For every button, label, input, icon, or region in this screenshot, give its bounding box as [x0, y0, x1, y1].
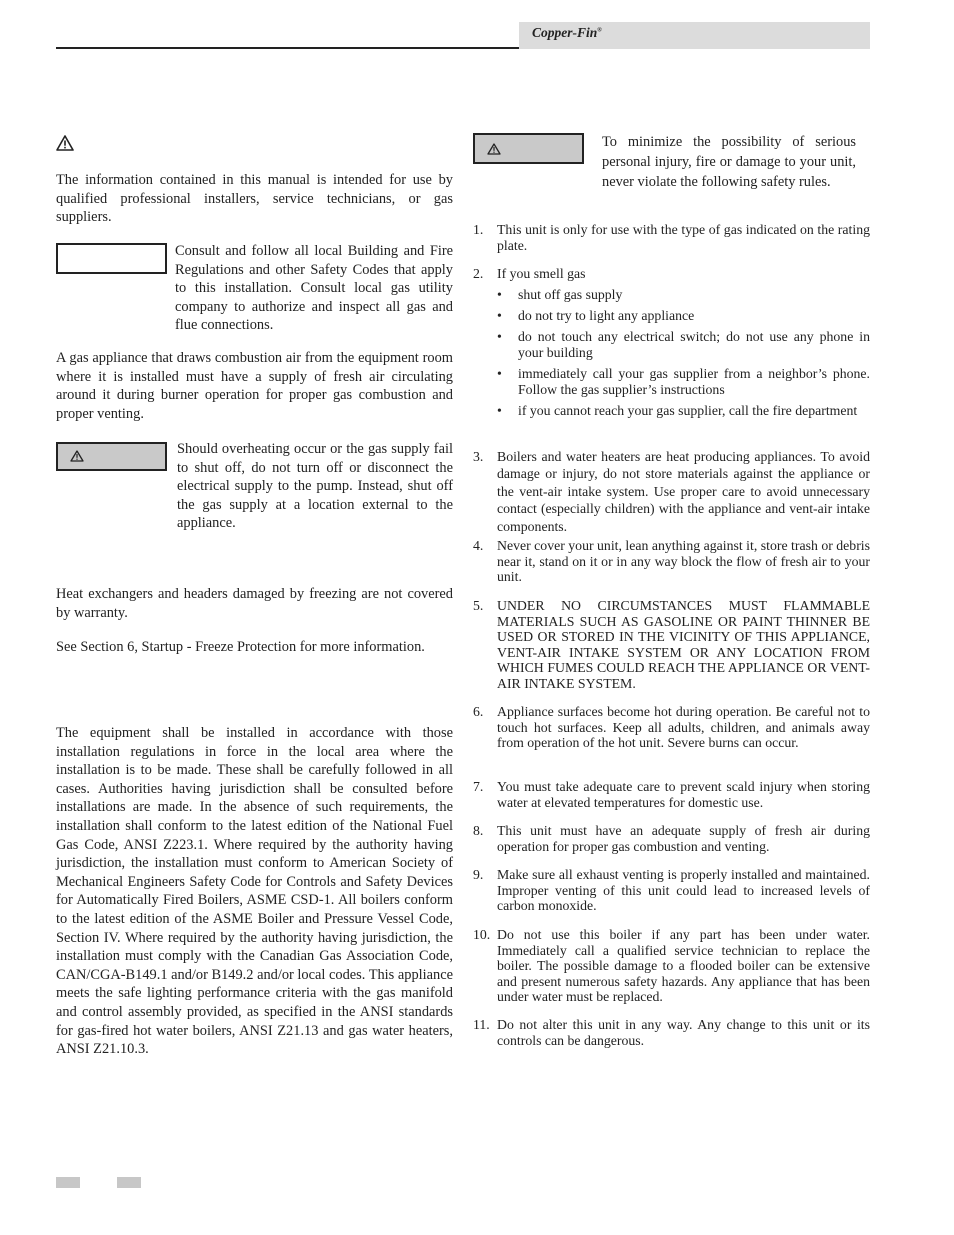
- list-item: • do not try to light any appliance: [497, 308, 695, 323]
- overheat-paragraph: Should overheating occur or the gas supply fail to shut off, do not turn off or disconnect the electrical supply to the pump. Instead, shut off the gas supply at a location external to the appliance.: [177, 441, 453, 532]
- list-item: 9. Make sure all exhaust venting is properly installed and maintained. Improper venting of this unit could lead to increased levels of carbon monoxide.: [473, 867, 870, 914]
- footer-block: [56, 1177, 80, 1188]
- list-item: 3. Boilers and water heaters are heat producing appliances. To avoid damage or injury, do not store materials against the appliance or the vent-air intake system. Use proper care to avoid unnecessary contact (especially children) with the appliance and vent-air intake components.: [473, 449, 870, 534]
- warning-triangle-icon: [56, 135, 74, 151]
- list-item: 7. You must take adequate care to prevent scald injury when storing water at elevated temperatures for domestic use.: [473, 779, 870, 810]
- warning-box: [56, 442, 167, 471]
- consult-paragraph: Consult and follow all local Building and Fire Regulations and other Safety Codes that apply to this installation. Consult local gas utility company to authorize and inspect all gas and flue connections.: [175, 243, 453, 334]
- list-item: 10. Do not use this boiler if any part has been under water. Immediately call a qualified service technician to replace the boiler. The possible damage to a flooded boiler can be extensive and present numerous safety hazards. Any appliance that has been under water must be replaced.: [473, 927, 870, 1005]
- warning-triangle-icon: [70, 450, 84, 462]
- list-item: 11. Do not alter this unit in any way. Any change to this unit or its controls can be dangerous.: [473, 1017, 870, 1048]
- list-item: 2. If you smell gas: [473, 266, 586, 281]
- warning-triangle-icon: [487, 143, 501, 155]
- warning-box: [473, 133, 584, 164]
- list-item: • immediately call your gas supplier from a neighbor’s phone. Follow the gas supplier’s instructions: [497, 366, 870, 397]
- see-section-paragraph: See Section 6, Startup - Freeze Protection for more information.: [56, 639, 425, 655]
- list-item: 5. UNDER NO CIRCUMSTANCES MUST FLAMMABLE MATERIALS SUCH AS GASOLINE OR PAINT THINNER BE USED OR STORED IN THE VICINITY OF THIS APPLIANCE, VENT-AIR INTAKE SYSTEM OR ANY LOCATION FROM WHICH FUMES COULD REACH THE APPLIANCE OR VENT-AIR INTAKE SYSTEM.: [473, 598, 870, 691]
- list-item: • shut off gas supply: [497, 287, 623, 302]
- list-item: 6. Appliance surfaces become hot during operation. Be careful not to touch hot surfaces. Keep all adults, children, and animals away from operation of the hot unit. Severe burns can occur.: [473, 704, 870, 751]
- gas-appliance-paragraph: A gas appliance that draws combustion air from the equipment room where it is installed must have a supply of fresh air circulating around it during burner operation for proper gas combustion and proper venting.: [56, 350, 453, 422]
- list-item: 4. Never cover your unit, lean anything against it, store trash or debris near it, stand on it or in any way block the flow of fresh air to your unit.: [473, 538, 870, 585]
- safety-intro-paragraph: To minimize the possibility of serious personal injury, fire or damage to your unit, never violate the following safety rules.: [602, 134, 856, 191]
- intro-paragraph: The information contained in this manual is intended for use by qualified professional installers, service technicians, or gas suppliers.: [56, 172, 453, 226]
- list-item: • do not touch any electrical switch; do not use any phone in your building: [497, 329, 870, 360]
- list-item: • if you cannot reach your gas supplier, call the fire department: [497, 403, 858, 418]
- notice-box: [56, 243, 167, 274]
- brand-name: Copper-Fin®: [532, 25, 602, 40]
- codes-paragraph: The equipment shall be installed in accordance with those installation regulations in force in the local area where the installation is to be made. These shall be carefully followed in all cases. Authorities having jurisdiction shall be consulted before installations are made. In the absence of such requirements, the installation shall conform to the latest edition of the National Fuel Gas Code, ANSI Z223.1. Where required by the authority having jurisdiction, the installation must conform to American Society of Mechanical Engineers Safety Code for Controls and Safety Devices for Automatically Fired Boilers, ASME CSD-1. All boilers conform to the latest edition of the ASME Boiler and Pressure Vessel Code, Section IV. Where required by the authority having jurisdiction, the installation must comply with the Canadian Gas Association Code, CAN/CGA-B149.1 and/or B149.2 and/or local codes. This appliance meets the safe lighting performance criteria with the gas manifold and control assembly provided, as specified in the ANSI standards for gas-fired hot water boilers, ANSI Z21.13 and gas water heaters, ANSI Z21.10.3.: [56, 725, 454, 1058]
- footer-block: [117, 1177, 141, 1188]
- freeze-paragraph: Heat exchangers and headers damaged by freezing are not covered by warranty.: [56, 586, 453, 621]
- list-item: 8. This unit must have an adequate supply of fresh air during operation for proper gas combustion and venting.: [473, 823, 870, 854]
- header-rule: [56, 47, 579, 49]
- list-item: 1. This unit is only for use with the type of gas indicated on the rating plate.: [473, 222, 870, 253]
